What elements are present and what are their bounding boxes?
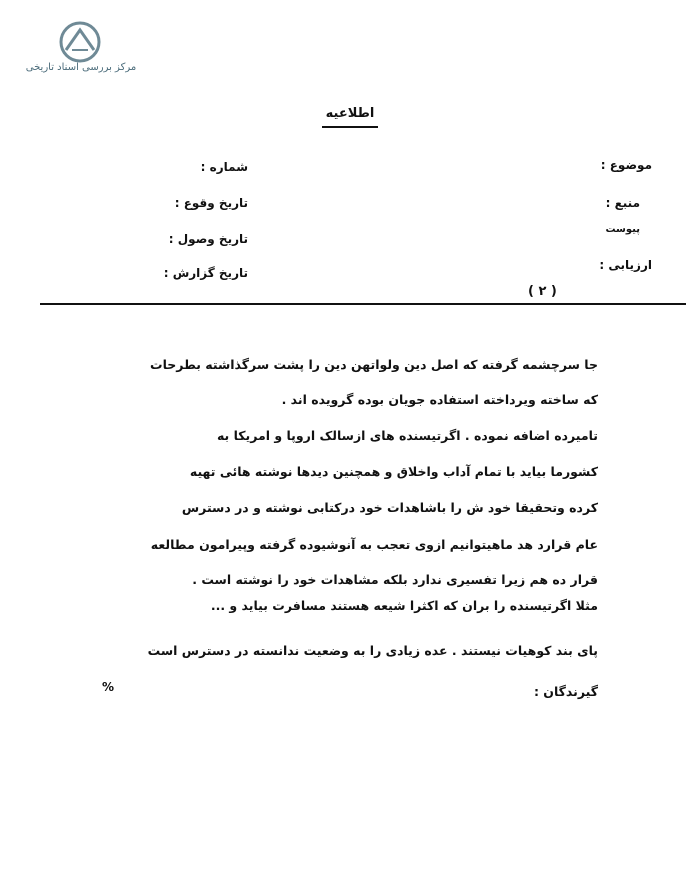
document-heading: اطلاعیه: [325, 106, 375, 121]
field-source-sub: پیوست: [605, 224, 640, 235]
page-number: ( ۲ ): [528, 284, 557, 299]
percent-mark: %: [102, 680, 115, 694]
body-line: جا سرچشمه گرفته که اصل دین ولواتهن دین را پشت سرگذاشته بطرحات: [150, 357, 598, 372]
field-subject: موضوع :: [600, 158, 652, 172]
field-evaluation: ارزیابی :: [599, 258, 652, 272]
header-divider: [40, 303, 686, 305]
logo: [22, 20, 140, 82]
field-event-date: تاریخ وقوع :: [174, 196, 248, 210]
logo-caption: مرکز بررسی اسناد تاریخی: [25, 62, 137, 73]
archive-logo-icon: [54, 20, 106, 64]
recipients-label: گیرندگان :: [533, 684, 598, 699]
body-line: که ساخته ویرداخته استفاده جویان بوده گرویده اند .: [281, 392, 598, 407]
field-receipt-date: تاریخ وصول :: [168, 232, 248, 246]
field-number: شماره :: [200, 160, 248, 174]
body-line: عام قرارد هد ماهیتوانیم ازوی تعجب به آنوشیوده گرفته وپیرامون مطالعه: [150, 537, 598, 552]
body-line: پای بند کوهیات نیستند . عده زیادی را به وضعیت ندانسته در دسترس است: [147, 643, 598, 658]
heading-underline: [322, 126, 378, 128]
body-line: کرده وتحقیقا خود ش را باشاهدات خود درکتابی نوشته و در دسترس: [181, 500, 598, 515]
body-line: مثلا اگرتیسنده را بران که اکثرا شیعه هستند مسافرت بیاید و ...: [210, 598, 598, 613]
body-line: کشورما بیاید با تمام آداب واخلاق و همچنین دیدها نوشته هائی تهیه: [189, 464, 598, 479]
body-line: قرار ده هم زیرا تفسیری ندارد بلکه مشاهدات خود را نوشته است .: [192, 572, 598, 587]
field-source: منبع :: [605, 196, 640, 210]
body-line: تامیرده اضافه نموده . اگرتیسنده های ازسالک اروپا و امریکا به: [216, 428, 598, 443]
field-report-date: تاریخ گزارش :: [163, 266, 248, 280]
